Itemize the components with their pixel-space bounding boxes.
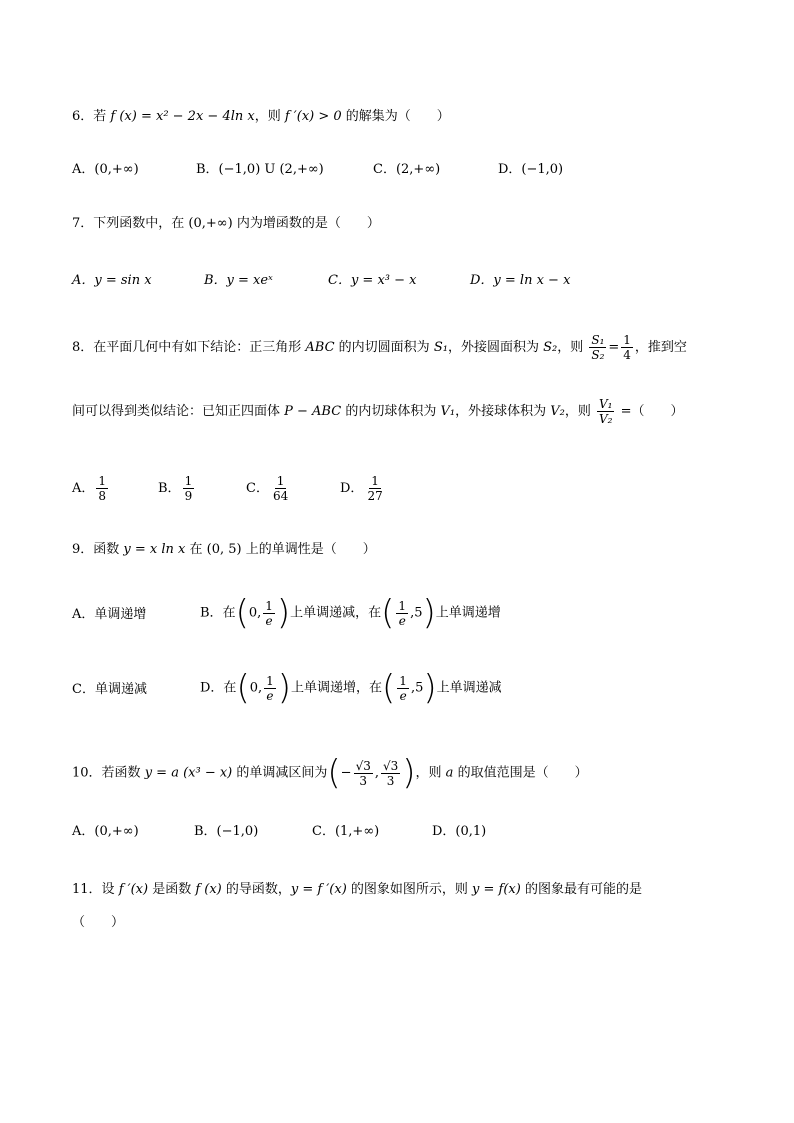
q9-option-d xyxy=(200,668,502,708)
fraction-denominator: 4 xyxy=(623,348,631,362)
comma: , xyxy=(374,765,379,781)
left-paren: ( xyxy=(381,593,395,633)
q8-option-b xyxy=(158,474,196,503)
q9-text: 上单调递增，在 xyxy=(291,680,383,696)
q7-option-a: A．y = sin x xyxy=(72,273,152,288)
q8-triangle: ABC xyxy=(305,340,335,355)
q6-option-c: C．(2,+∞) xyxy=(373,162,441,177)
q9-interval: (0, 5) xyxy=(206,542,242,557)
q7-text: 7．下列函数中，在 xyxy=(72,216,189,231)
q7-option-d: D．y = ln x − x xyxy=(470,273,571,288)
right-paren: ) xyxy=(423,668,437,708)
fraction-numerator: 1 xyxy=(399,673,407,688)
fraction-denominator: 3 xyxy=(386,773,395,788)
left-paren: ( xyxy=(327,753,341,793)
question-6-stem xyxy=(72,107,450,127)
fraction-denominator: e xyxy=(398,613,406,628)
q9-text: D．在 xyxy=(200,680,237,696)
q8-text: ，则 xyxy=(557,340,588,355)
fraction-numerator: 1 xyxy=(623,333,631,347)
option-fraction xyxy=(271,474,290,503)
q8-area-ratio xyxy=(589,333,606,362)
q10-option-a: A．(0,+∞) xyxy=(72,824,139,839)
q8-option-c xyxy=(246,474,292,503)
left-paren: ( xyxy=(235,593,249,633)
q6-text: ，则 xyxy=(254,109,285,124)
sqrt3-over-3 xyxy=(354,759,373,788)
q8-text: 8．在平面几何中有如下结论：正三角形 xyxy=(72,340,306,355)
q11-text: 的图象最有可能的是 xyxy=(520,882,642,897)
fraction-denominator: e xyxy=(399,688,407,703)
q8-text: =（ ） xyxy=(616,404,684,419)
q11-derivative-graph: y = f ′(x) xyxy=(290,882,347,897)
question-9-stem xyxy=(72,540,376,560)
q6-text: 6．若 xyxy=(72,109,111,124)
q11-text: 是函数 xyxy=(148,882,196,897)
q9-text: B．在 xyxy=(200,605,236,621)
q9-text: 9．函数 xyxy=(72,542,124,557)
fraction-numerator: 1 xyxy=(98,474,107,488)
q6-text: 的解集为（ ） xyxy=(341,109,450,124)
q8-volume-ratio xyxy=(597,397,614,426)
option-fraction xyxy=(96,474,108,503)
one-over-e xyxy=(397,674,409,703)
q8-area-ratio-value xyxy=(621,333,633,362)
fraction-denominator: 27 xyxy=(367,489,383,503)
fraction-denominator: S₂ xyxy=(591,348,605,362)
q8-tetrahedron: P − ABC xyxy=(284,404,342,419)
q9-option-c: C．单调递减 xyxy=(72,682,147,697)
question-7-stem xyxy=(72,214,380,234)
q8-text: 的内切球体积为 xyxy=(341,404,441,419)
q6-option-d: D．(−1,0) xyxy=(498,162,564,177)
q11-function: f (x) xyxy=(195,882,222,897)
q10-variable-a: a xyxy=(445,765,454,781)
option-label: B． xyxy=(158,481,181,496)
q7-text: 内为增函数的是（ ） xyxy=(232,216,380,231)
q10-option-c: C．(1,+∞) xyxy=(312,824,380,839)
q9-text: 上单调递增 xyxy=(435,605,501,621)
q6-expression: f (x) = x² − 2x − 4ln x xyxy=(110,109,255,124)
one-over-e xyxy=(396,599,408,628)
q9-text: 在 xyxy=(185,542,207,557)
fraction-denominator: 3 xyxy=(359,773,368,788)
interval-end: ,5 xyxy=(410,680,424,696)
fraction-numerator: 1 xyxy=(398,598,407,613)
sqrt3-over-3 xyxy=(381,759,400,788)
q8-option-a xyxy=(72,474,110,503)
q9-option-b xyxy=(200,593,501,633)
q11-text: 的图象如图所示，则 xyxy=(346,882,473,897)
question-11-line-2: （ ） xyxy=(72,915,125,930)
q9-text: 上单调递减，在 xyxy=(290,605,382,621)
question-11-line-1 xyxy=(72,880,642,900)
fraction-denominator: e xyxy=(265,613,273,628)
q8-text: ，外接球体积为 xyxy=(455,404,551,419)
q11-text: 11．设 xyxy=(72,882,119,897)
q10-text: ，则 xyxy=(415,765,446,781)
fraction-denominator: 8 xyxy=(98,489,107,503)
right-paren: ) xyxy=(276,593,291,633)
fraction-numerator: V₁ xyxy=(598,397,613,411)
q8-v2: V₂ xyxy=(550,404,565,419)
fraction-numerator: 1 xyxy=(276,474,285,488)
fraction-numerator: √3 xyxy=(355,758,371,773)
fraction-denominator: 9 xyxy=(184,489,193,503)
q8-s2: S₂ xyxy=(543,340,558,355)
q6-option-b: B．(−1,0) U (2,+∞) xyxy=(196,162,324,177)
option-fraction xyxy=(365,474,384,503)
one-over-e xyxy=(264,674,276,703)
q8-text: ，则 xyxy=(564,404,595,419)
q8-v1: V₁ xyxy=(440,404,456,419)
q8-text: 间可以得到类似结论：已知正四面体 xyxy=(72,404,285,419)
q10-option-b: B．(−1,0) xyxy=(194,824,259,839)
fraction-denominator: e xyxy=(266,688,274,703)
fraction-denominator: 64 xyxy=(272,489,289,503)
q7-option-c: C．y = x³ − x xyxy=(328,273,417,288)
fraction-numerator: 1 xyxy=(184,474,193,488)
option-label: D． xyxy=(340,481,364,496)
q7-option-b: B．y = xeˣ xyxy=(204,273,273,288)
question-8-line-1 xyxy=(72,333,687,362)
right-paren: ) xyxy=(277,668,292,708)
fraction-numerator: 1 xyxy=(266,673,274,688)
q9-option-a: A．单调递增 xyxy=(72,607,147,622)
q6-option-a: A．(0,+∞) xyxy=(72,162,139,177)
option-label: C． xyxy=(246,481,269,496)
q9-text: 上的单调性是（ ） xyxy=(241,542,376,557)
option-fraction xyxy=(183,474,195,503)
right-paren: ) xyxy=(422,593,436,633)
q10-text: 的单调减区间为 xyxy=(232,765,328,781)
q11-function-graph: y = f(x) xyxy=(472,882,521,897)
option-label: A． xyxy=(72,481,95,496)
one-over-e xyxy=(263,599,275,628)
q6-condition: f ′(x) > 0 xyxy=(284,109,342,124)
q10-text: 的取值范围是（ ） xyxy=(453,765,588,781)
q8-s1: S₁ xyxy=(433,340,448,355)
q8-text: 的内切圆面积为 xyxy=(334,340,434,355)
q11-derivative: f ′(x) xyxy=(118,882,149,897)
question-10-stem xyxy=(72,753,588,793)
right-paren: ) xyxy=(402,753,416,793)
q9-text: 上单调递减 xyxy=(436,680,502,696)
fraction-numerator: S₁ xyxy=(591,333,605,347)
fraction-numerator: 1 xyxy=(371,474,379,488)
equals-sign: = xyxy=(608,340,620,355)
q9-function: y = x ln x xyxy=(123,542,186,557)
question-8-line-2 xyxy=(72,397,683,426)
q8-text: ，外接圆面积为 xyxy=(447,340,544,355)
q11-text: 的导函数， xyxy=(221,882,291,897)
fraction-numerator: √3 xyxy=(382,758,399,773)
q10-function: y = a (x³ − x) xyxy=(144,765,233,781)
fraction-numerator: 1 xyxy=(265,598,273,613)
q10-option-d: D．(0,1) xyxy=(432,824,487,839)
q8-text: ，推到空 xyxy=(634,340,687,355)
left-paren: ( xyxy=(236,668,250,708)
minus-sign: − xyxy=(340,765,352,781)
fraction-denominator: V₂ xyxy=(598,412,613,426)
interval-start: 0, xyxy=(249,680,263,696)
q7-interval: (0,+∞) xyxy=(188,216,233,231)
interval-end: ,5 xyxy=(410,605,423,621)
q10-text: 10．若函数 xyxy=(72,765,145,781)
left-paren: ( xyxy=(382,668,396,708)
interval-start: 0, xyxy=(248,605,262,621)
q8-option-d xyxy=(340,474,387,503)
